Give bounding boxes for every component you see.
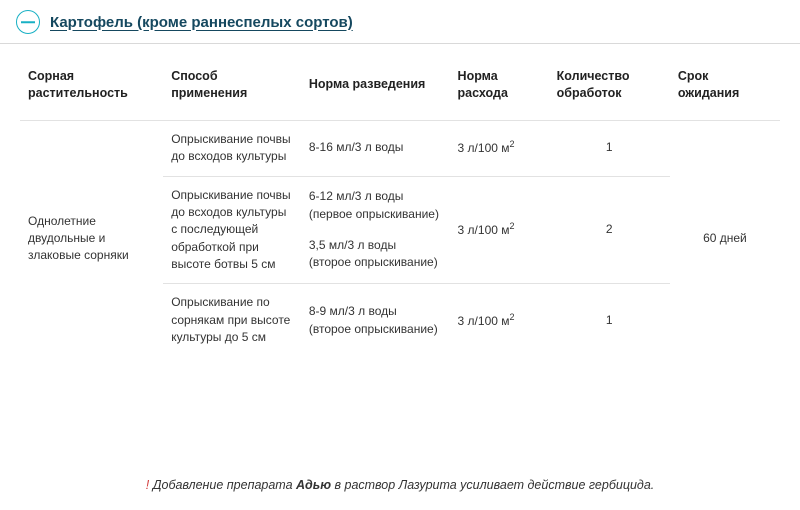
rate-unit-superscript: 2 [509, 139, 515, 150]
footnote-text-before: Добавление препарата [149, 478, 297, 492]
cell-treatments: 2 [549, 176, 670, 284]
table-body [20, 120, 780, 356]
rate-value: 3 л/100 м [457, 313, 510, 328]
cell-dilution [301, 284, 450, 357]
column-header-weeds: Сорная растительность [28, 69, 128, 100]
table-header [20, 62, 780, 120]
rate-unit-superscript: 2 [509, 221, 515, 232]
footnote-text-after: в раствор Лазурита усиливает действие гербицида. [331, 478, 655, 492]
dilution-second: 3,5 мл/3 л воды (второе опрыскивание) [308, 238, 438, 270]
page-title[interactable]: Картофель (кроме раннеспелых сортов) [50, 13, 353, 31]
column-header-dilution: Норма разведения [308, 77, 426, 92]
footnote [0, 478, 800, 492]
cell-treatments: 1 [549, 120, 670, 176]
rate-value: 3 л/100 м [457, 223, 510, 238]
rate-value: 3 л/100 м [457, 141, 510, 156]
footnote-mark: ! [145, 478, 150, 492]
cell-method: Опрыскивание почвы до всходов культуры [163, 120, 301, 176]
cell-rate [450, 284, 549, 357]
cell-dilution [301, 120, 450, 176]
header-divider [0, 43, 800, 44]
section-header [0, 0, 800, 34]
cell-dilution [301, 176, 450, 284]
column-header-method: Способ применения [171, 69, 248, 100]
cell-weeds: Однолетние двудольные и злаковые сорняки [20, 120, 163, 356]
cell-rate [450, 176, 549, 284]
rate-unit-superscript: 2 [509, 311, 515, 322]
table-header-row [20, 62, 780, 120]
column-header-treatments: Количество обработок [556, 69, 630, 100]
cell-method: Опрыскивание по сорнякам при высоте культуры до 5 см [163, 284, 301, 357]
cell-rate [450, 120, 549, 176]
dilution-first: 6-12 мл/3 л воды (первое опрыскивание) [308, 189, 439, 221]
cell-method: Опрыскивание почвы до всходов культуры с последующей обработкой при высоте ботвы 5 см [163, 176, 301, 284]
footnote-product-name: Адью [296, 478, 332, 492]
column-header-rate: Норма расхода [457, 69, 508, 100]
dilution-first: 8-9 мл/3 л воды (второе опрыскивание) [308, 304, 438, 336]
minus-circle-icon[interactable] [16, 10, 40, 34]
cell-treatments: 1 [549, 284, 670, 357]
table-row [20, 120, 780, 176]
dilution-first: 8-16 мл/3 л воды [308, 140, 404, 155]
cell-waiting: 60 дней [670, 120, 780, 356]
column-header-waiting: Срок ожидания [677, 69, 740, 100]
application-rates-table [20, 62, 780, 357]
